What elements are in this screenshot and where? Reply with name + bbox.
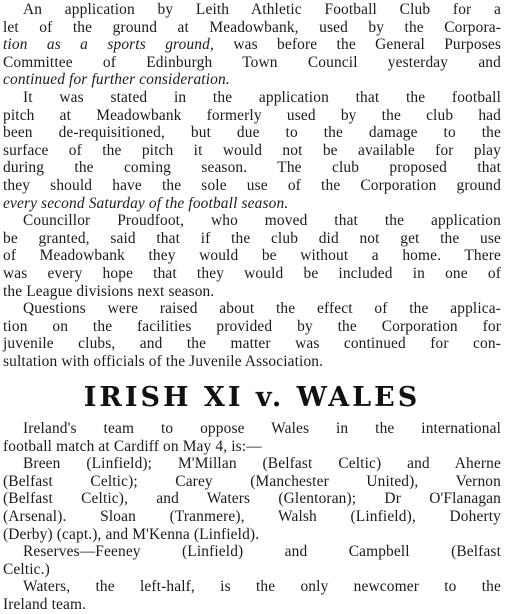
paragraph-questions-line: juvenile clubs, and the matter was continued for con- <box>3 335 501 353</box>
paragraph-councillor-line: Councillor Proudfoot, who moved that the application <box>23 212 501 230</box>
paragraph-councillor-line: of Meadowbank they would be without a home. There <box>3 247 501 265</box>
paragraph-councillor-line: was every hope that they would be included in one of <box>3 264 501 282</box>
paragraph-pitch-line: during the coming season. The club proposed that <box>3 159 501 177</box>
paragraph-reserves-line: Celtic.) <box>3 560 50 578</box>
paragraph-lineup-line: Breen (Linfield); M'Millan (Belfast Celtic) and Aherne <box>23 455 501 473</box>
paragraph-team-line: Ireland's team to oppose Wales in the international <box>23 420 501 437</box>
emphasis-text: every second Saturday of the football season. <box>3 194 289 212</box>
paragraph-lineup-line: (Belfast Celtic); Carey (Manchester United), Vernon <box>3 472 501 490</box>
emphasis-text: tion as a sports ground, <box>3 36 214 54</box>
paragraph-application-line: let of the ground at Meadowbank, used by the Corpora- <box>3 18 501 36</box>
paragraph-application-line: tion as a sports ground, was before the General Purposes <box>3 36 501 54</box>
paragraph-lineup-line: (Belfast Celtic), and Waters (Glentoran); Dr O'Flanagan <box>3 490 501 508</box>
paragraph-pitch-line: been de-requisitioned, but due to the damage to the <box>3 124 501 142</box>
paragraph-application-line <box>3 71 501 89</box>
headline: IRISH XI v. WALES <box>83 382 421 413</box>
paragraph-lineup-line: (Arsenal). Sloan (Tranmere), Walsh (Linfield), Doherty <box>3 507 501 525</box>
paragraph-pitch-line: surface of the pitch it would not be available for play <box>3 141 501 159</box>
article-irish-xi-v-wales <box>3 378 501 614</box>
emphasis-text: continued for further consideration. <box>3 71 230 89</box>
paragraph-pitch-line: pitch at Meadowbank formerly used by the club had <box>3 106 501 124</box>
paragraph-pitch-line: they should have the sole use of the Corporation ground <box>3 176 501 194</box>
paragraph-newcomer-line: Waters, the left-half, is the only newcomer to the <box>23 578 501 596</box>
paragraph-pitch-line <box>3 195 501 213</box>
paragraph-councillor-line: the League divisions next season. <box>3 282 215 300</box>
paragraph-application-line: An application by Leith Athletic Football Club for a <box>23 1 501 18</box>
paragraph-questions-line: tion on the facilities provided by the Corporation for <box>3 317 501 335</box>
paragraph-questions-line: sultation with officials of the Juvenile Association. <box>3 352 324 370</box>
paragraph-newcomer-line: Ireland team. <box>3 595 87 613</box>
paragraph-questions-line: Questions were raised about the effect of the applica- <box>23 300 501 318</box>
article-leith-athletic <box>3 1 501 370</box>
paragraph-lineup-line: (Derby) (capt.), and M'Kenna (Linfield). <box>3 525 260 543</box>
paragraph-councillor-line: be granted, said that if the club did not get the use <box>3 229 501 247</box>
paragraph-reserves-line: Reserves—Feeney (Linfield) and Campbell (Belfast <box>23 543 501 561</box>
paragraph-team-line: football match at Cardiff on May 4, is:— <box>3 437 262 455</box>
paragraph-pitch-line: It was stated in the application that the football <box>23 88 501 106</box>
paragraph-application-line: Committee of Edinburgh Town Council yesterday and <box>3 53 501 71</box>
